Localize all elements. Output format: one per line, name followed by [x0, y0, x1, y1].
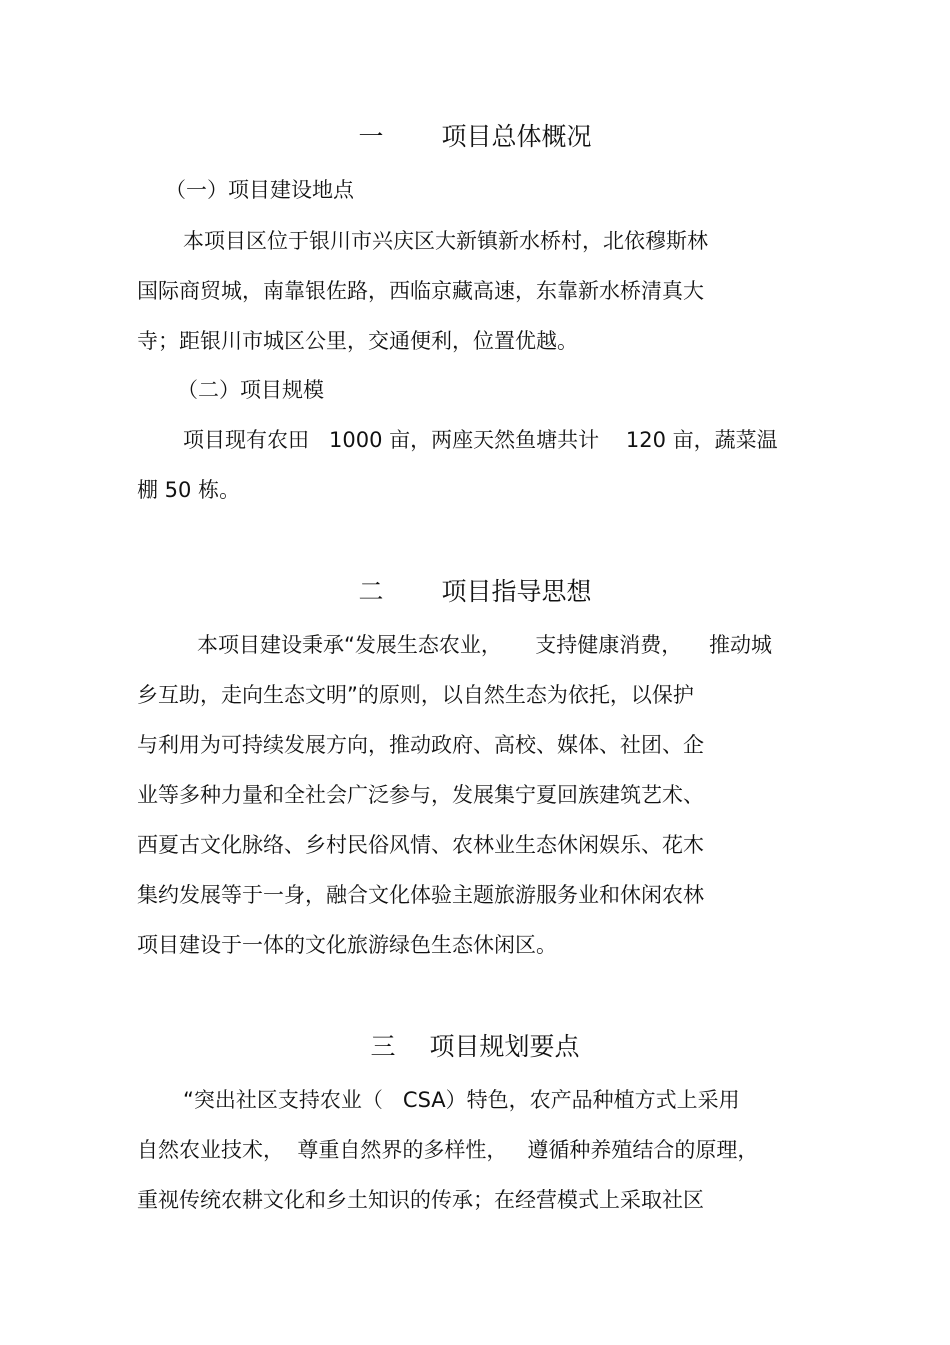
paragraph-line: 本项目建设秉承“发展生态农业， 支持健康消费， 推动城	[197, 633, 772, 657]
paragraph-line: 乡互助，走向生态文明”的原则，以自然生态为依托，以保护	[137, 683, 694, 707]
section-2-heading	[0, 575, 950, 609]
paragraph-line: 棚 50 栋。	[137, 478, 241, 502]
subsection-1-2-title: （二）项目规模	[177, 378, 324, 402]
paragraph-line: 重视传统农耕文化和乡土知识的传承；在经营模式上采取社区	[137, 1188, 704, 1212]
section-2-title: 项目指导思想	[441, 577, 592, 606]
section-1-heading	[0, 120, 950, 154]
paragraph-line: 国际商贸城，南靠银佐路，西临京藏高速，东靠新水桥清真大	[137, 279, 704, 303]
section-3-heading	[0, 1030, 950, 1064]
paragraph-line: 业等多种力量和全社会广泛参与，发展集宁夏回族建筑艺术、	[137, 783, 704, 807]
paragraph-line: 集约发展等于一身，融合文化体验主题旅游服务业和休闲农林	[137, 883, 704, 907]
paragraph-line: 项目现有农田 1000 亩，两座天然鱼塘共计 120 亩，蔬菜温	[183, 428, 778, 452]
section-2-number: 二	[358, 577, 384, 606]
paragraph-line: “突出社区支持农业（ CSA）特色，农产品种植方式上采用	[183, 1088, 740, 1112]
paragraph-line: 自然农业技术， 尊重自然界的多样性， 遵循种养殖结合的原理，	[137, 1138, 759, 1162]
paragraph-line: 西夏古文化脉络、乡村民俗风情、农林业生态休闲娱乐、花木	[137, 833, 704, 857]
paragraph-line: 寺；距银川市城区公里，交通便利，位置优越。	[137, 329, 578, 353]
section-3-number: 三	[370, 1032, 396, 1061]
paragraph-line: 本项目区位于银川市兴庆区大新镇新水桥村，北依穆斯林	[183, 229, 708, 253]
paragraph-line: 项目建设于一体的文化旅游绿色生态休闲区。	[137, 933, 557, 957]
section-1-title: 项目总体概况	[441, 122, 592, 151]
section-1-number: 一	[358, 122, 384, 151]
subsection-1-1-title: （一）项目建设地点	[165, 178, 354, 202]
paragraph-line: 与利用为可持续发展方向，推动政府、高校、媒体、社团、企	[137, 733, 704, 757]
section-3-title: 项目规划要点	[429, 1032, 580, 1061]
